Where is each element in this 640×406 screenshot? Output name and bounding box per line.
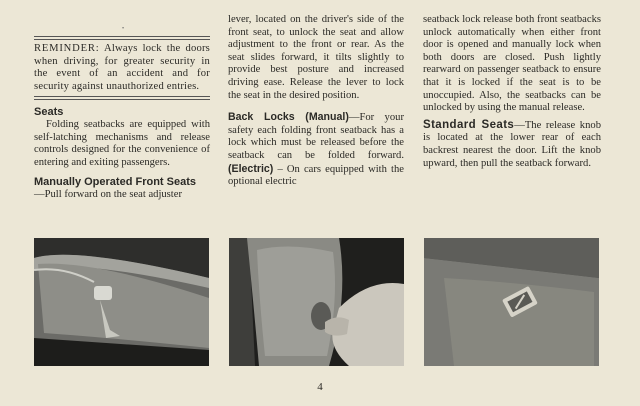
- standard-seats-paragraph: [423, 119, 601, 170]
- divider: [34, 39, 210, 40]
- release-knob-photo: [424, 238, 599, 366]
- page-number: 4: [317, 381, 323, 393]
- manual-front-seats-continued: lever, located on the driver's side of the front seat, to unlock the seat and allow adjustment to the front or rear. As the seat slides forward, it tilts slightly to provide best posture and increased driving ease. Release the lever to lock the seat in the desired position.: [228, 14, 404, 101]
- column-1: [34, 14, 210, 202]
- divider: [34, 99, 210, 100]
- standard-seats-heading: Standard Seats: [423, 118, 515, 131]
- seats-body: Folding seatbacks are equipped with self-latching mechanisms and release controls designed for the convenience of entering and exiting passengers.: [34, 118, 210, 168]
- back-lock-photo: [229, 238, 404, 366]
- electric-heading: (Electric): [228, 162, 274, 175]
- divider: [34, 36, 210, 37]
- back-locks-body: —For your safety each folding front seatback has a lock which must be released before the seatback can be folded forward.: [228, 112, 404, 161]
- manual-front-seats-body: —Pull forward on the seat adjuster: [34, 188, 182, 200]
- seat-adjuster-photo: [34, 238, 209, 366]
- back-locks-heading: Back Locks (Manual): [228, 111, 349, 124]
- standard-seats-body: —The release knob is located at the lower rear of each backrest nearest the door. Lift the knob upward, then pull the seatback forward.: [423, 119, 601, 169]
- column-3: [423, 14, 601, 170]
- reminder-text: Always lock the doors when driving, for greater security in the event of an accident and for security against unauthorized entries.: [34, 43, 210, 92]
- seat-adjuster-illustration: [34, 238, 209, 366]
- seats-heading: Seats: [34, 106, 64, 119]
- reminder-label: REMINDER:: [34, 43, 100, 54]
- release-knob-illustration: [424, 238, 599, 366]
- divider: [34, 96, 210, 97]
- manual-front-seats-heading: Manually Operated Front Seats: [34, 176, 196, 189]
- column-2: [228, 14, 404, 189]
- reminder-box: [34, 43, 210, 96]
- back-lock-illustration: [229, 238, 404, 366]
- stray-mark: •: [122, 26, 125, 32]
- electric-body: – On cars equipped with the optional electric: [228, 163, 404, 188]
- back-locks-paragraph: [228, 111, 404, 189]
- electric-body-continued: seatback lock release both front seatbacks unlock automatically when either front door is opened and manually lock when both doors are closed. Push lightly rearward on passenger seatback to ensure that it is locked if the seat is to be unoccupied. Also, the seatbacks can be unlocked by using the manual release.: [423, 14, 601, 114]
